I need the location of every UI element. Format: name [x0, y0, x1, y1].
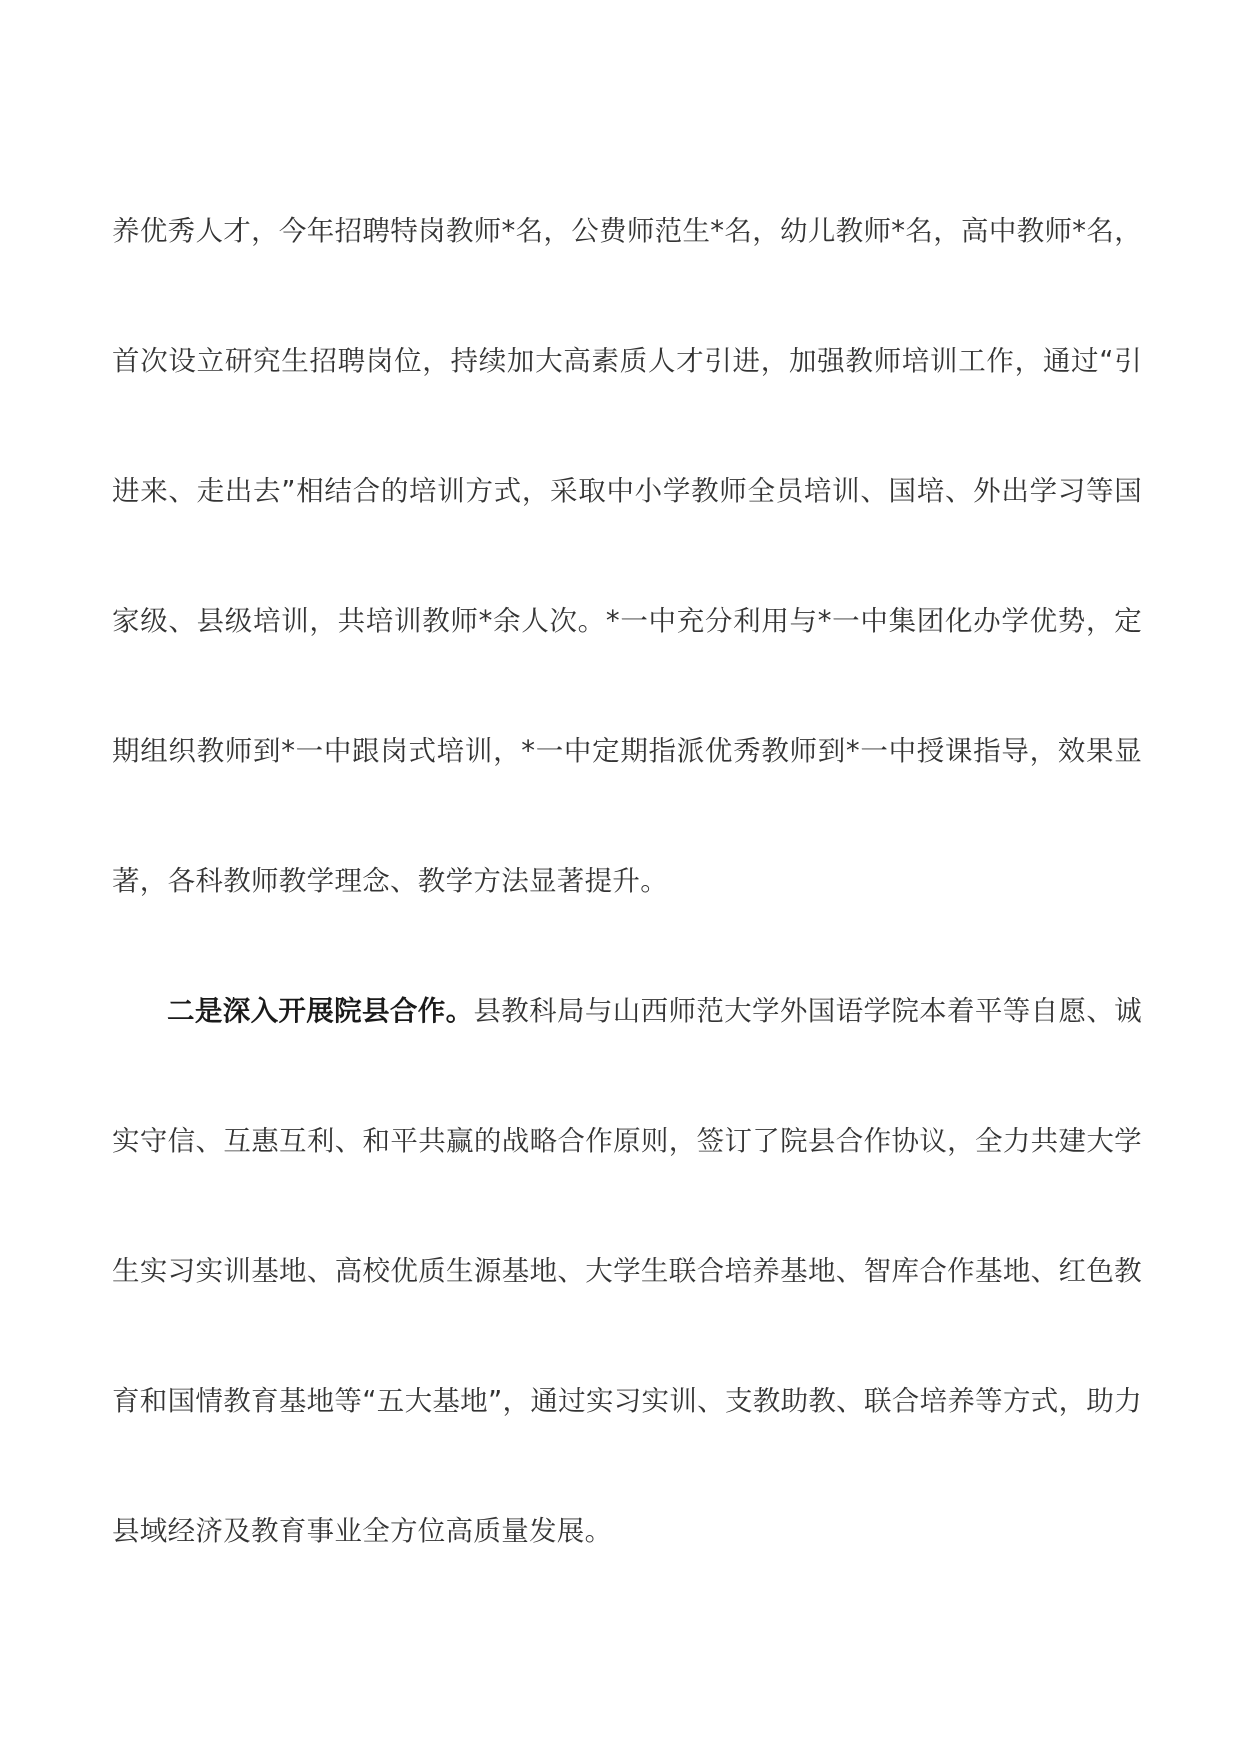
paragraph-cooperation: [112, 946, 1142, 1596]
paragraph-continued: [112, 166, 1142, 946]
paragraph-text: 养优秀人才，今年招聘特岗教师*名，公费师范生*名，幼儿教师*名，高中教师*名，首次设立研究生招聘岗位，持续加大高素质人才引进，加强教师培训工作，通过“引进来、走出去”相结合的培训方式，采取中小学教师全员培训、国培、外出学习等国家级、县级培训，共培训教师*余人次。*一中充分利用与*一中集团化办学优势，定期组织教师到*一中跟岗式培训，*一中定期指派优秀教师到*一中授课指导，效果显著，各科教师教学理念、教学方法显著提升。: [112, 215, 1142, 897]
paragraph-text: 县教科局与山西师范大学外国语学院本着平等自愿、诚实守信、互惠互利、和平共赢的战略合作原则，签订了院县合作协议，全力共建大学生实习实训基地、高校优质生源基地、大学生联合培养基地、智库合作基地、红色教育和国情教育基地等“五大基地”，通过实习实训、支教助教、联合培养等方式，助力县域经济及教育事业全方位高质量发展。: [112, 995, 1142, 1547]
document-body: [112, 166, 1142, 1596]
paragraph-lead: 二是深入开展院县合作。: [167, 995, 474, 1027]
